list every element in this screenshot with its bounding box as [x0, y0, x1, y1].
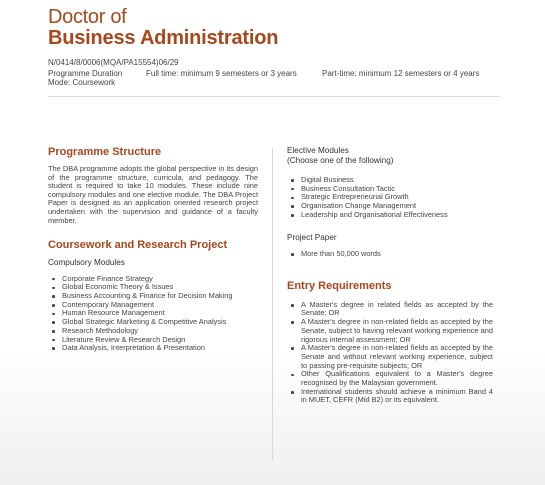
list-item: Data Analysis, Interpretation & Presentation: [62, 344, 258, 353]
right-column: [287, 146, 493, 405]
list-item: Business Consultation Tactic: [301, 185, 493, 194]
part-time-duration: Part-time: minimum 12 semesters or 4 years: [322, 69, 480, 78]
elective-subtitle: (Choose one of the following): [287, 155, 394, 165]
programme-code: N/0414/8/0006(MQA/PA15554)06/29: [48, 58, 179, 67]
programme-mode: Mode: Coursework: [48, 78, 116, 87]
list-item: Business Accounting & Finance for Decision Making: [62, 292, 258, 301]
duration-label: Programme Duration: [48, 69, 123, 78]
list-item: More than 50,000 words: [301, 250, 493, 259]
list-item: Organisation Change Management: [301, 202, 493, 211]
list-item: Global Strategic Marketing & Competitive Analysis: [62, 318, 258, 327]
structure-heading: Programme Structure: [48, 146, 162, 158]
list-item: A Master's degree in non-related fields as accepted by the Senate, subject to having relevant working experience and rigorous internal assessment; OR: [301, 317, 493, 344]
entry-heading: Entry Requirements: [287, 279, 392, 292]
list-item: Contemporary Management: [62, 301, 258, 310]
left-column: [48, 146, 258, 353]
list-item: Human Resource Management: [62, 309, 258, 318]
list-item: Literature Review & Research Design: [62, 336, 258, 345]
page-title: Business Administration: [48, 27, 279, 49]
elective-list: [287, 176, 493, 220]
project-list: [287, 250, 493, 259]
coursework-heading: Coursework and Research Project: [48, 239, 228, 252]
list-item: A Master's degree in related fields as accepted by the Senate; OR: [301, 299, 493, 318]
project-title: Project Paper: [287, 232, 337, 242]
list-item: Strategic Entrepreneurial Growth: [301, 193, 493, 202]
header-divider: [48, 96, 500, 97]
list-item: Corporate Finance Strategy: [62, 275, 258, 284]
compulsory-list: [48, 275, 258, 353]
programme-duration: [48, 69, 479, 78]
title-line-1: Doctor of: [48, 6, 127, 28]
list-item: Other Qualifications equivalent to a Master's degree recognised by the Malaysian government.: [301, 369, 493, 388]
structure-text: The DBA programme adopts the global perspective in its design of the programme structure, curricula, and pedagogy. The student is required to take 10 modules. These include nine compulsory modules and one elective module. The DBA Project Paper is designed as an application oriented research project undertaken with the supervision and guidance of a faculty member.: [48, 164, 258, 225]
compulsory-label: Compulsory Modules: [48, 258, 125, 268]
elective-title: Elective Modules: [287, 146, 349, 155]
list-item: Research Methodology: [62, 327, 258, 336]
column-divider: [272, 148, 273, 460]
list-item: Leadership and Organisational Effectiveness: [301, 211, 493, 220]
full-time-duration: Full time: minimum 9 semesters or 3 years: [146, 69, 297, 78]
entry-list: [287, 301, 493, 405]
list-item: Global Economic Theory & Issues: [62, 283, 258, 292]
list-item: International students should achieve a minimum Band 4 in MUET, CEFR (Mid B2) or its equivalent.: [301, 386, 493, 405]
list-item: A Master's degree in non-related fields as accepted by the Senate and without relevant working experience, subject to passing pre-requisite subjects; OR: [301, 343, 493, 370]
list-item: Digital Business: [301, 176, 493, 185]
